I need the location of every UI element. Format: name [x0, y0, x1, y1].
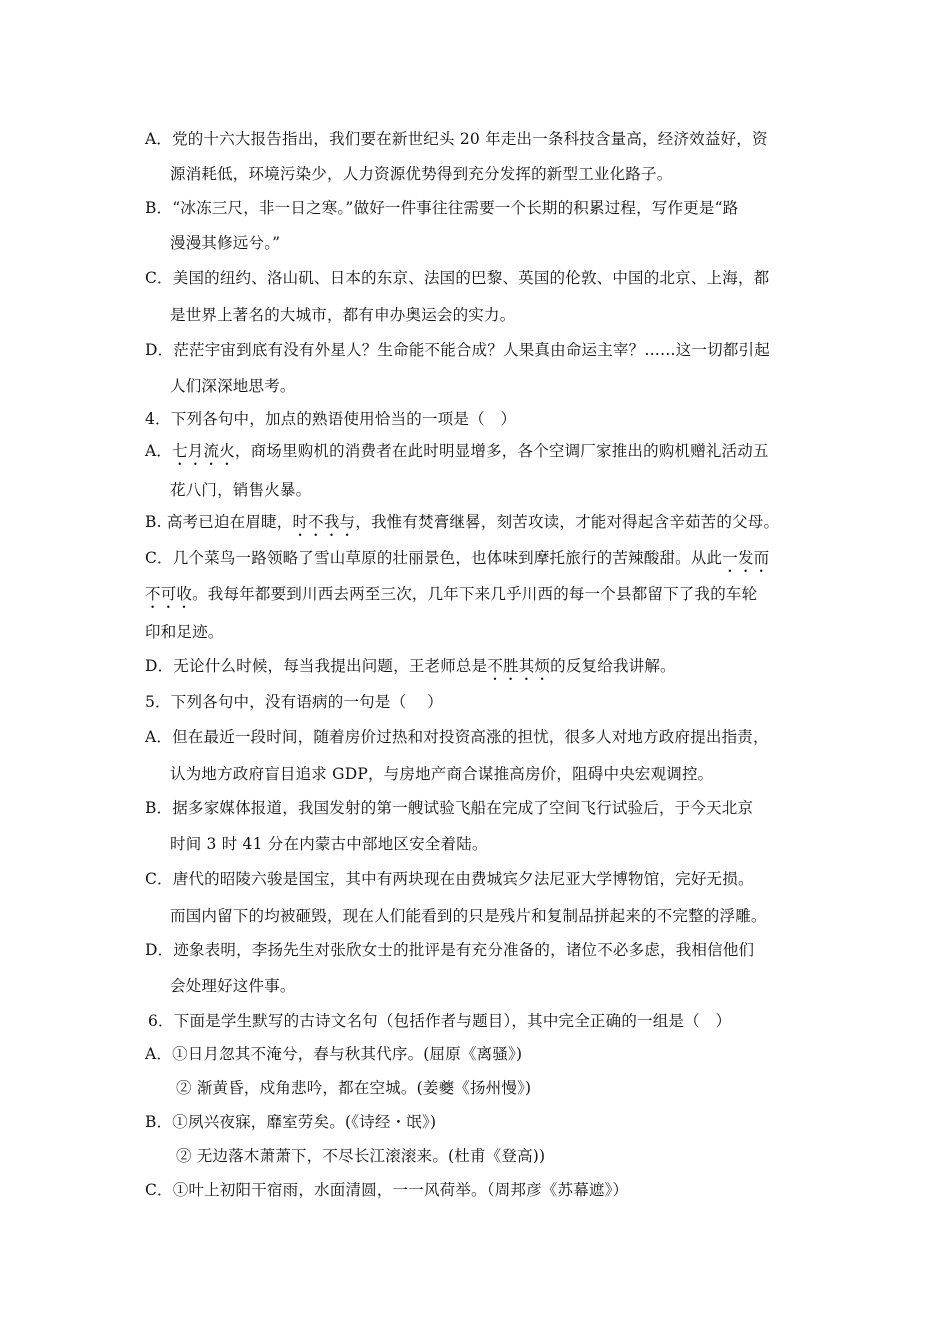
q6-stem: 6．下面是学生默写的古诗文名句（包括作者与题目），其中完全正确的一组是（ ）	[148, 1012, 732, 1030]
q3-option-d-line1: D．茫茫宇宙到底有没有外星人？生命能不能合成？人果真由命运主宰？……这一切都引起	[145, 341, 770, 359]
q4-c-dotted-idiom-part1: 一发而	[722, 549, 770, 567]
q4-b-text: ，我惟有焚膏继晷，刻苦攻读，才能对得起含辛茹苦的父母。	[355, 513, 780, 531]
q4-option-a-line1	[145, 441, 769, 469]
q4-a-dotted-idiom: 七月流火	[172, 442, 235, 460]
q4-option-c-line2	[145, 584, 757, 612]
q4-a-text: ，商场里购机的消费者在此时明显增多，各个空调厂家推出的购机赠礼活动五	[234, 442, 769, 460]
q4-option-a-line2: 花八门，销售火暴。	[170, 481, 312, 499]
q4-b-label: B. 高考已迫在眉睫，	[145, 513, 293, 531]
q5-option-b-line2: 时间 3 时 41 分在内蒙古中部地区安全着陆。	[170, 835, 488, 853]
q4-d-dotted-idiom: 不胜其烦	[487, 657, 551, 675]
q4-c-text2: 。我每年都要到川西去两至三次，几年下来几乎川西的每一个县都留下了我的车轮	[192, 585, 758, 603]
q4-stem: 4．下列各句中，加点的熟语使用恰当的一项是（ ）	[145, 410, 517, 428]
q3-option-c-line1: C．美国的纽约、洛山矶、日本的东京、法国的巴黎、英国的伦敦、中国的北京、上海，都	[145, 269, 770, 287]
q3-option-c-line2: 是世界上著名的大城市，都有申办奥运会的实力。	[170, 306, 516, 324]
q4-option-c-line1	[145, 548, 769, 576]
q5-option-d-line1: D．迹象表明，李扬先生对张欣女士的批评是有充分准备的，诸位不必多虑，我相信他们	[145, 941, 755, 959]
q5-option-a-line1: A．但在最近一段时间，随着房价过热和对投资高涨的担忧，很多人对地方政府提出指责，	[145, 728, 769, 746]
q4-d-text2: 的反复给我讲解。	[550, 657, 676, 675]
q4-b-dotted-idiom: 时不我与	[292, 513, 356, 531]
q3-option-b-line1: B．“冰冻三尺，非一日之寒。”做好一件事往往需要一个长期的积累过程，写作更是“路	[145, 199, 739, 217]
q4-option-b-line1	[145, 512, 779, 540]
q4-c-dotted-idiom-part2: 不可收	[145, 585, 193, 603]
q6-option-a-line1: A．①日月忽其不淹兮，春与秋其代序。(屈原《离骚》)	[145, 1045, 523, 1063]
q4-option-d-line1	[145, 656, 676, 684]
q5-option-d-line2: 会处理好这件事。	[170, 977, 296, 995]
q4-option-c-line3: 印和足迹。	[145, 623, 224, 641]
q3-option-a-line2: 源消耗低，环境污染少，人力资源优势得到充分发挥的新型工业化路子。	[170, 165, 673, 183]
q5-option-b-line1: B．据多家媒体报道，我国发射的第一艘试验飞船在完成了空间飞行试验后，于今天北京	[145, 799, 754, 817]
q3-option-b-line2: 漫漫其修远兮。”	[170, 234, 281, 252]
q5-option-c-line1: C．唐代的昭陵六骏是国宝，其中有两块现在由费城宾夕法尼亚大学博物馆，完好无损。	[145, 870, 754, 888]
q4-a-label: A．	[145, 442, 173, 460]
q4-d-text1: D．无论什么时候，每当我提出问题，王老师总是	[145, 657, 488, 675]
q3-option-d-line2: 人们深深地思考。	[170, 377, 296, 395]
q6-option-a-line2: ② 渐黄昏，戍角悲吟，都在空城。(姜夔《扬州慢》)	[176, 1079, 532, 1097]
q3-option-a-line1: A．党的十六大报告指出，我们要在新世纪头 20 年走出一条科技含量高，经济效益好，资	[145, 130, 768, 148]
q6-option-b-line1: B．①夙兴夜寐，靡室劳矣。(《诗经・氓》)	[145, 1113, 437, 1131]
q5-stem: 5．下列各句中，没有语病的一句是（ ）	[145, 693, 443, 711]
q6-option-c-line1: C．①叶上初阳干宿雨，水面清圆，一一风荷举。（周邦彦《苏幕遮》）	[145, 1181, 629, 1199]
q5-option-c-line2: 而国内留下的均被砸毁，现在人们能看到的只是残片和复制品拼起来的不完整的浮雕。	[170, 907, 767, 925]
q4-c-text1: C．几个菜鸟一路领略了雪山草原的壮丽景色，也体味到摩托旅行的苦辣酸甜。从此	[145, 549, 723, 567]
q5-option-a-line2: 认为地方政府盲目追求 GDP，与房地产商合谋推高房价，阻碍中央宏观调控。	[170, 765, 714, 783]
q6-option-b-line2: ② 无边落木萧萧下，不尽长江滚滚来。(杜甫《登高))	[176, 1147, 546, 1165]
